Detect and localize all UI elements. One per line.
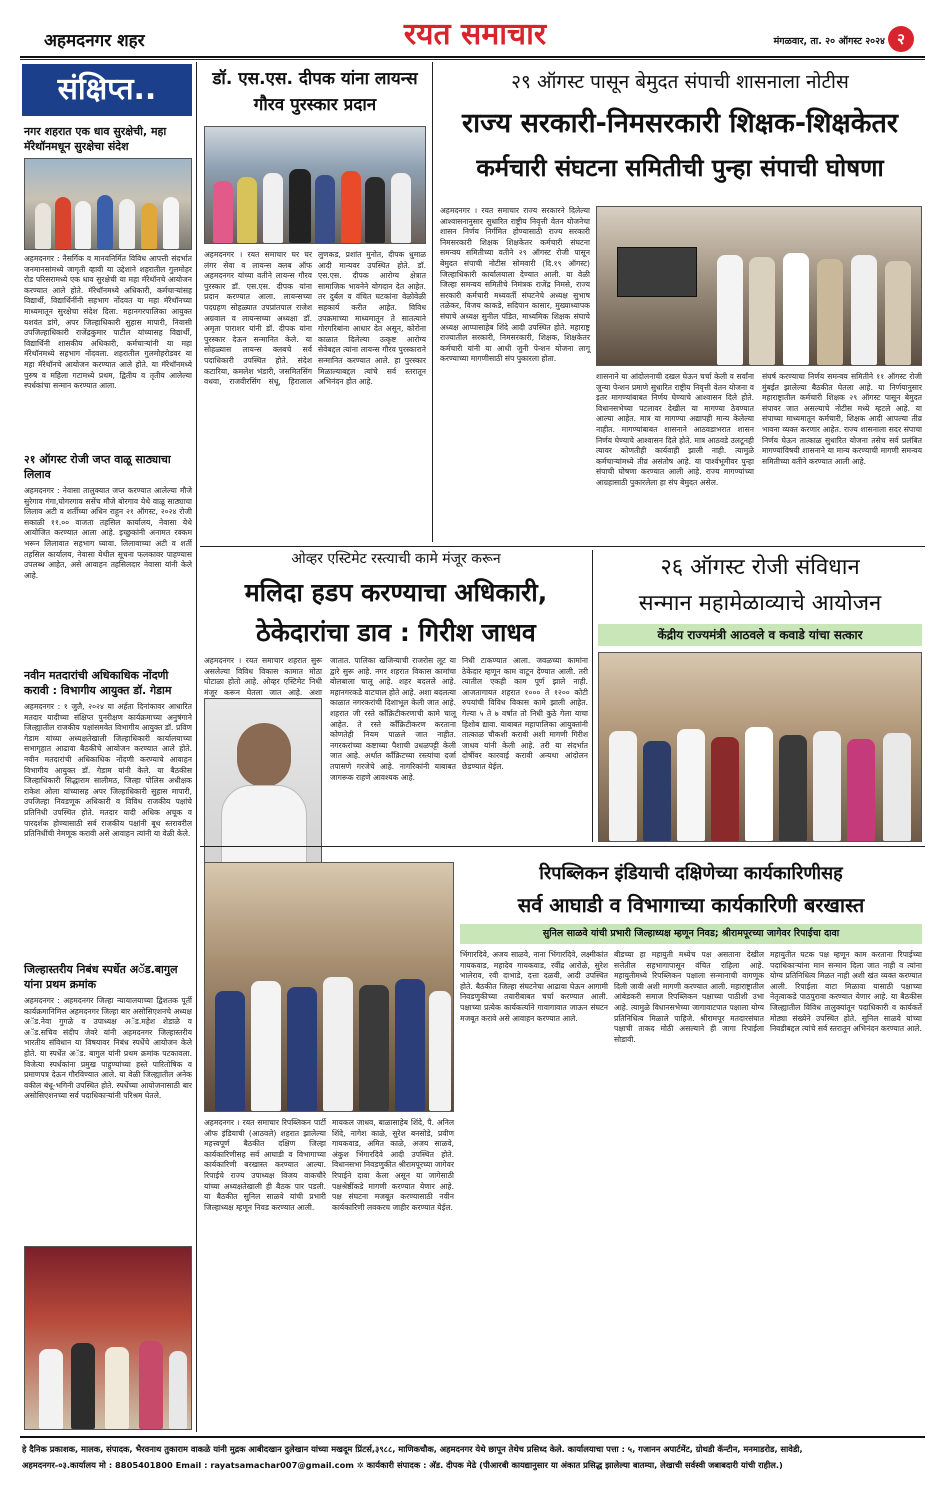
girish-jadhav-photo	[204, 698, 322, 868]
issue-date: मंगळवार, ता. २० ऑगस्ट २०२४	[773, 36, 885, 47]
republican-strap	[460, 924, 922, 944]
sankshipt-item2-body: अहमदनगर : नेवासा तालुक्यात जप्त करण्यात आलेल्या मौजे सुरेगाव गंगा,घोगरगाव ससेंच मौजे बोरगाव येथे वाळू साठ्याचा लिलाव अटी व शर्तीच्या अधिन राहून २१ ऑगस्ट, २०२४ रोजी सकाळी ११.०० वाजता तहसिल कार्यालय, नेवासा येथे आयोजित करण्यात आला आहे. इच्छुकांनी अनामत रक्कम भरून लिलावात सहभाग घ्यावा. लिलावाच्या अटी व शर्ती तहसिल कार्यालय, नेवासा येथील सूचना फलकावर पाहण्यास उपलब्ध आहेत, असे आवाहन तहसिलदार नेवासा यांनी केले आहे.	[24, 486, 192, 580]
sankshipt-item2-headline: २१ ऑगस्ट रोजी जप्त वाळू साठ्याचा लिलाव	[24, 453, 171, 481]
road-kicker: ओव्हर एस्टिमेट रस्त्याची कामे मंजूर करून	[291, 551, 501, 567]
sankshipt-item3-body: अहमदनगर : १ जुलै, २०२४ या अर्हता दिनांकावर आधारित मतदार यादीच्या संक्षिप्त पुनरीक्षण कार्यक्रमाच्या अनुषंगाने जिल्ह्यातील राजकीय पक्षांसमवेत विभागीय आयुक्त डॉ. प्रविण गेडाम यांच्या अध्यक्षतेखाली जिल्हाधिकारी कार्यालयाच्या सभागृहात आढावा बैठकीचे आयोजन करण्यात आले होते. नवीन मतदारांची अधिकाधिक नोंदणी करण्याचे आवाहन विभागीय आयुक्त डॉ. गेडाम यांनी केले. या बैठकीस जिल्हाधिकारी सिद्धाराम सालीमठ, जिल्हा पोलिस अधीक्षक राकेश ओला यांच्यासह अपर जिल्हाधिकारी सुहास मापारी, उपजिल्हा निवडणूक अधिकारी व विविध राजकीय पक्षांचे प्रतिनिधी उपस्थित होते. मतदार यादी अधिक अचूक व पारदर्शक होण्यासाठी सर्व राजकीय पक्षांनी बूथ स्तरावरील प्रतिनिधींची नेमणूक करावी असे आवाहन त्यांनी या वेळी केले.	[24, 702, 192, 839]
road-col3: निधी टाकण्यात आला. जवळच्या कामांना ठेकेदार म्हणून काम वाटून देण्यात आली. तरी त्यातील एकही काम पूर्ण झाले नाही. आजतागायत शहरात १००० ते १२०० कोटी रुपयांची विविध विकास कामे झाली आहेत. गेल्या ५ ते ७ वर्षात तो निधी कुठे गेला याचा हिशोब द्यावा. याबाबत महापालिका आयुक्तांनी तात्काळ चौकशी करावी अशी मागणी गिरीश जाधव यांनी केली आहे. तरी या संदर्भात दोषींवर कारवाई करावी अन्यथा आंदोलन छेडण्यात येईल.	[462, 656, 588, 771]
republican-col3: भिंगारदिवे, अजय साळवे, नाना भिंगारदिवे, लक्ष्मीकांत गायकवाड, महादेव गायकवाड, रवींद्र आरोळे, सुरेश भालेराव, रवी दाभाडे, दत्ता दळवी, आदी उपस्थित होते. बैठकीत जिल्हा संघटनेचा आढावा घेऊन आगामी निवडणुकीच्या तयारीबाबत चर्चा करण्यात आली. पक्षाच्या प्रत्येक कार्यकर्त्याने गावागावात जाऊन संघटन मजबूत करावे असे आवाहन करण्यात आले.	[460, 950, 608, 1023]
sanvidhan-headline-1: २६ ऑगस्ट रोजी संविधान	[660, 555, 860, 580]
essay-award-photo	[24, 1246, 192, 1430]
page-number	[888, 26, 914, 52]
paper-logo: रयत समाचार	[403, 17, 547, 52]
strike-kicker: २९ ऑगस्ट पासून बेमुदत संपाची शासनाला नोटीस	[511, 71, 849, 93]
page-number-text: २	[897, 30, 905, 48]
strike-col3: संघर्ष करण्याचा निर्णय समन्वय समितीने ११ ऑगस्ट रोजी मुंबईत झालेल्या बैठकीत घेतला आहे. या निर्णयानुसार महाराष्ट्रातील कर्मचारी शिक्षक २९ ऑगस्ट पासून बेमुदत संपावर जात असल्याचे नोटीस मध्ये म्हटले आहे. या संपाच्या माध्यमातून कर्मचारी, शिक्षक आदी आपल्या तीव्र भावना व्यक्त करणार आहेत. राज्य शासनाला सदर संपाचा निर्णय घेऊन तात्काळ सुधारित योजना तसेच सर्व प्रलंबित मागण्यांविषयी शासनाने या मान्य करण्याची मागणी समन्वय समितीच्या वतीने करण्यात आली आहे.	[762, 372, 922, 466]
sanvidhan-strap	[598, 624, 922, 646]
sankshipt-item1-headline: नगर शहरात एक धाव सुरक्षेची, महा मॅरेथॉनमधून सुरक्षेचा संदेश	[24, 125, 167, 153]
sankshipt-item1-body: अहमदनगर : नैसर्गिक व मानवनिर्मित विविध आपत्ती संदर्भात जनमानसांमध्ये जागृती व्हावी या उद्देशाने शहरातील गुलमोहर रोड परिसरामध्ये एक धाव सुरक्षेची या महा मॅरेथॉनचे आयोजन करण्यात आले होते. मॅरेथॉनमध्ये अधिकारी, कर्मचाऱ्यांसह विद्यार्थी, विद्यार्थिनींनी सहभाग नोंदवत या महा मॅरेथॉनच्या माध्यमातून सुरक्षेचा संदेश दिला. महानगरपालिका आयुक्त यशवंत डांगे, अपर जिल्हाधिकारी सुहास मापारी, निवासी उपजिल्हाधिकारी राजेंद्रकुमार पाटील यांच्यासह विद्यार्थी, विद्यार्थिनी शासकीय अधिकारी, कर्मचाऱ्यांनी या महा मॅरेथॉनमध्ये सहभाग नोंदवला. शहरातील गुलमोहरोडवर या महा मॅरेथॉनचे आयोजन करण्यात आले होते. या मॅरेथॉनमध्ये पुरुष व महिला गटामध्ये प्रथम, द्वितीय व तृतीय आलेल्या स्पर्धकांचा सन्मान करण्यात आला.	[24, 254, 192, 391]
republican-headline-1: रिपब्लिकन इंडियाची दक्षिणेच्या कार्यकारिणीसह	[539, 863, 843, 884]
republican-col1: अहमदनगर । रयत समाचार रिपब्लिकन पार्टी ऑफ इंडियाची (आठवले) शहरात झालेल्या महत्त्वपूर्ण बैठकीत दक्षिण जिल्हा कार्यकारिणीसह सर्व आघाडी व विभागाच्या कार्यकारिणी बरखास्त करण्यात आल्या. रिपाईचे राज्य उपाध्यक्ष विजय वाकचौरे यांच्या अध्यक्षतेखाली ही बैठक पार पडली. या बैठकीत सुनिल साळवे यांची प्रभारी जिल्हाध्यक्ष म्हणून निवड करण्यात आली.	[204, 1118, 326, 1212]
lions-headline: डॉ. एस.एस. दीपक यांना लायन्स गौरव पुरस्कार प्रदान	[212, 69, 418, 115]
imprint-line-1: हे दैनिक प्रकाशक, मालक, संपादक, भैरवनाथ तुकाराम वाकळे यांनी मुद्रक आबीदखान दुलेखान यांच्या मखदूम प्रिंटर्स,३९८८, माणिकचौक, अहमदनगर येथे छापून तेथेच प्रसिध्द केले. कार्यालयाचा पत्ता : ५, गजानन अपार्टमेंट, ग्रोथडी कॅन्टीन, मनमाडरोड, सावेडी,	[22, 1444, 803, 1454]
strike-headline-2: कर्मचारी संघटना समितीची पुन्हा संपाची घोषणा	[476, 154, 884, 182]
sankshipt-item4-headline: जिल्हास्तरीय निबंध स्पर्धेत अॅड.बागुल यांना प्रथम क्रमांक	[24, 963, 178, 991]
sankshipt-title: संक्षिप्त..	[57, 72, 157, 107]
sanvidhan-headline-2: सन्मान महामेळाव्याचे आयोजन	[638, 591, 882, 616]
marathon-photo	[24, 158, 192, 250]
sankshipt-item4-body: अहमदनगर : अहमदनगर जिल्हा न्यायालयाच्या द्विशतक पूर्ती कार्यक्रमानिमित्त अहमदनगर जिल्हा बार असोसिएशनचे अध्यक्ष अॅड.नेवा गुगळे व उपाध्यक्ष अॅड.महेश शेडाळे व अॅड.सचिव संदीप जेवरे यांनी अहमदनगर जिल्हास्तरीय भारतीय संविधान या विषयावर निबंध स्पर्धेचे आयोजन केले होते. या स्पर्धेत अॅड. बागुल यांनी प्रथम क्रमांक पटकावला. विजेत्या स्पर्धकांना प्रमुख पाहुण्यांच्या हस्ते पारितोषिक व प्रमाणपत्र देऊन गौरविण्यात आले. या वेळी जिल्ह्यातील अनेक वकील बंधू-भगिनी उपस्थित होते. स्पर्धेच्या आयोजनासाठी बार असोसिएशनच्या सर्व पदाधिकाऱ्यांनी परिश्रम घेतले.	[24, 996, 192, 1101]
strike-notice-photo	[596, 206, 922, 366]
strike-col1: अहमदनगर । रयत समाचार राज्य सरकारने दिलेल्या आश्वासनानुसार सुधारित राष्ट्रीय निवृत्ती वेतन योजनेचा शासन निर्णय निर्गमित होण्यासाठी राज्य सरकारी निमसरकारी शिक्षक शिक्षकेतर कर्मचारी संघटना समन्वय समितीच्या वतीने २९ ऑगस्ट रोजी पासून बेमुदत संपाची नोटीस सोमवारी (दि.१९ ऑगस्ट) जिल्हाधिकारी कार्यालयाला देण्यात आली. या वेळी जिल्हा समन्वय समितीचे निमंत्रक राजेंद्र निमसे, राज्य सरकारी कर्मचारी मध्यवर्ती संघटनेचे अध्यक्ष सुभाष तळेकर, विजय काकडे, सदिपान कासार, मुख्याध्यापक संघाचे अध्यक्ष सुनील पंडित, माध्यमिक शिक्षक संघाचे अध्यक्ष आप्पासाहेब शिंदे आदी उपस्थित होते. महाराष्ट्र राज्यातील सरकारी, निमसरकारी, शिक्षक, शिक्षकेतर कर्मचारी यांनी या आधी जुनी पेन्शन योजना लागू करण्याच्या मागणीसाठी संप पुकारला होता.	[440, 206, 590, 364]
republican-meeting-photo	[204, 862, 454, 1112]
road-headline-2: ठेकेदारांचा डाव : गिरीश जाधव	[256, 618, 536, 647]
republican-strap-text: सुनिल साळवे यांची प्रभारी जिल्हाध्यक्ष म्हणून निवड; श्रीरामपूरच्या जागेवर रिपाईचा दावा	[542, 928, 840, 939]
sanvidhan-strap-text: केंद्रीय राज्यमंत्री आठवले व कवाडे यांचा सत्कार	[657, 628, 863, 642]
sanvidhan-meeting-photo	[598, 652, 922, 842]
masthead	[0, 0, 945, 58]
republican-col2: मायकल जाधव, बाळासाहेब शिंदे, पै. अनिल शिंदे, नागेश काळे, सुरेश बनसोडे, प्रवीण गायकवाड, अमित काळे, अजय साळवे, अंकुश भिंगारदिवे आदी उपस्थित होते. विधानसभा निवडणुकीत श्रीरामपूरच्या जागेवर रिपाईने दावा केला असून या जागेसाठी पक्षश्रेष्ठींकडे मागणी करण्यात येणार आहे. पक्ष संघटना मजबूत करण्यासाठी नवीन कार्यकारिणी लवकरच जाहीर करण्यात येईल.	[332, 1118, 454, 1212]
section-name: अहमदनगर शहर	[44, 31, 145, 51]
road-byline-body: अहमदनगर । रयत समाचार शहरात सुरू असलेल्या विविध विकास कामात मोठा घोटाळा होतो आहे. ओव्हर एस्टिमेट निधी मंजूर करून घेतला जात आहे. अशा	[204, 656, 322, 697]
lions-body: अहमदनगर । रयत समाचार घर घर लंगर सेवा व लायन्स क्लब ऑफ अहमदनगर यांच्या वतीने लायन्स गौरव पुरस्कार डॉ. एस.एस. दीपक यांना प्रदान करण्यात आला. लायन्सच्या पदग्रहण सोहळ्यात उपप्रांतपाल राजेश अग्रवाल व लायन्सच्या अध्यक्षा डॉ. अमृता पाराशर यांनी डॉ. दीपक यांना पुरस्कार देऊन सन्मानित केले. या सोहळ्यास लायन्स क्लबचे सर्व पदाधिकारी उपस्थित होते. संदेश कटारिया, कमलेश भंडारी, जसमितसिंग वधवा, राजवीरसिंग संधू, हिरालाल लुणकड, प्रशांत मुनोत, दीपक धुमाळ आदी मान्यवर उपस्थित होते. डॉ. एस.एस. दीपक आरोग्य क्षेत्रात सामाजिक भावनेने योगदान देत आहेत. तर दुर्बल व वंचित घटकांना वेळोवेळी सहकार्य करीत आहेत. विविध उपक्रमाच्या माध्यमातून ते सातत्याने गोरगरिबांना आधार देत असून, कोरोना काळात दिलेल्या उत्कृष्ट आरोग्य सेवेबद्दल त्यांना लायन्स गौरव पुरस्काराने सन्मानित करण्यात आले. हा पुरस्कार मिळाल्याबद्दल त्यांचे सर्व स्तरातून अभिनंदन होत आहे.	[204, 250, 426, 387]
strike-col2: शासनाने या आंदोलनाची दखल घेऊन चर्चा केली व सर्वांना जुन्या पेन्शन प्रमाणे सुधारित राष्ट्रीय निवृत्ती वेतन योजना व इतर मागण्यांबाबत निर्णय घेण्याचे आश्वासन दिले होते. विधानसभेच्या पटलावर देखील या मागण्या ठेवण्यात आल्या आहेत. मात्र या मागण्या अद्यापही मान्य केलेल्या नाहीत. मागण्यांबाबत शासनाने आठवडाभरात शासन निर्णय घेण्याचे आश्वासन दिले होते. मात्र आठवडे उलटूनही त्यावर कोणतीही कार्यवाही झाली नाही. त्यामुळे कर्मचाऱ्यांमध्ये तीव्र असंतोष आहे. या पार्श्वभूमीवर पुन्हा संपाची घोषणा करण्यात आली आहे. राज्य मागण्यांच्या आग्रहासाठी पुकारलेला हा संप बेमुदत असेल.	[596, 372, 754, 487]
road-col2: जातात. पालिका खजिन्याची राजरोस लूट या द्वारे सुरू आहे. नगर शहरात विकास कामांचा बोलबाला चालू आहे. शहर बदलले आहे. महानगरकडे वाटचाल होते आहे. अशा बदलत्या काळात नगरकरांची दिशाभूल केली जात आहे. शहरात जी रस्ते काँक्रिटीकरणाची कामे चालू आहेत. ते रस्ते काँक्रिटीकरण करताना कोणतेही नियम पाळले जात नाहीत. नगरकरांच्या कष्टाच्या पैशाची उधळपट्टी केली जात आहे. अर्थात काँक्रिटच्या रस्त्यांचा दर्जा तपासणे गरजेचे आहे. नागरिकांनी याबाबत जागरूक राहणे आवश्यक आहे.	[330, 656, 456, 782]
road-headline-1: मलिदा हडप करण्याचा अधिकारी,	[244, 578, 548, 607]
republican-headline-2: सर्व आघाडी व विभागाच्या कार्यकारिणी बरखास्त	[517, 893, 865, 917]
republican-col5: महायुतीत घटक पक्ष म्हणून काम करताना रिपाईच्या पदाधिकाऱ्यांना मान सन्मान दिला जात नाही व त्यांना योग्य प्रतिनिधित्व मिळत नाही अशी खंत व्यक्त करण्यात आली. रिपाईला वाटा मिळावा यासाठी पक्षाच्या नेतृत्वाकडे पाठपुरावा करण्यात येणार आहे. या बैठकीस जिल्ह्यातील विविध तालुक्यांतून पदाधिकारी व कार्यकर्ते मोठ्या संख्येने उपस्थित होते. सुनिल साळवे यांच्या निवडीबद्दल त्यांचे सर्व स्तरातून अभिनंदन करण्यात आले.	[770, 950, 922, 1034]
republican-col4: बीडच्या हा महायुती मध्येच पक्ष असताना देखील सत्तेतील सहभागापासून वंचित राहिला आहे. महायुतीमध्ये रिपब्लिकन पक्षाला सन्मानाची वागणूक दिली जावी अशी मागणी करण्यात आली. महाराष्ट्रातील आंबेडकरी समाज रिपब्लिकन पक्षाच्या पाठीशी उभा आहे. त्यामुळे विधानसभेच्या जागावाटपात पक्षाला योग्य प्रतिनिधित्व मिळाले पाहिजे. श्रीरामपूर मतदारसंघात पक्षाची ताकद मोठी असल्याने ही जागा रिपाईला सोडावी.	[614, 950, 764, 1044]
sankshipt-banner	[22, 64, 192, 116]
sankshipt-item3-headline: नवीन मतदारांची अधिकाधिक नोंदणी करावी : विभागीय आयुक्त डॉ. गेडाम	[24, 669, 172, 697]
imprint-line-2: अहमदनगर-०३.कार्यालय मो : 8805401800 Email : rayatsamachar007@gmail.com ✲ कार्यकारी संपादक : अ‍ॅड. दीपक मेढे (पीआरबी कायद्यानुसार या अंकात प्रसिद्ध झालेल्या बातम्या, लेखाची सर्वस्वी जबाबदारी यांची राहील.)	[22, 1460, 783, 1470]
strike-headline-1: राज्य सरकारी-निमसरकारी शिक्षक-शिक्षकेतर	[462, 108, 898, 139]
lions-award-photo	[204, 126, 426, 244]
